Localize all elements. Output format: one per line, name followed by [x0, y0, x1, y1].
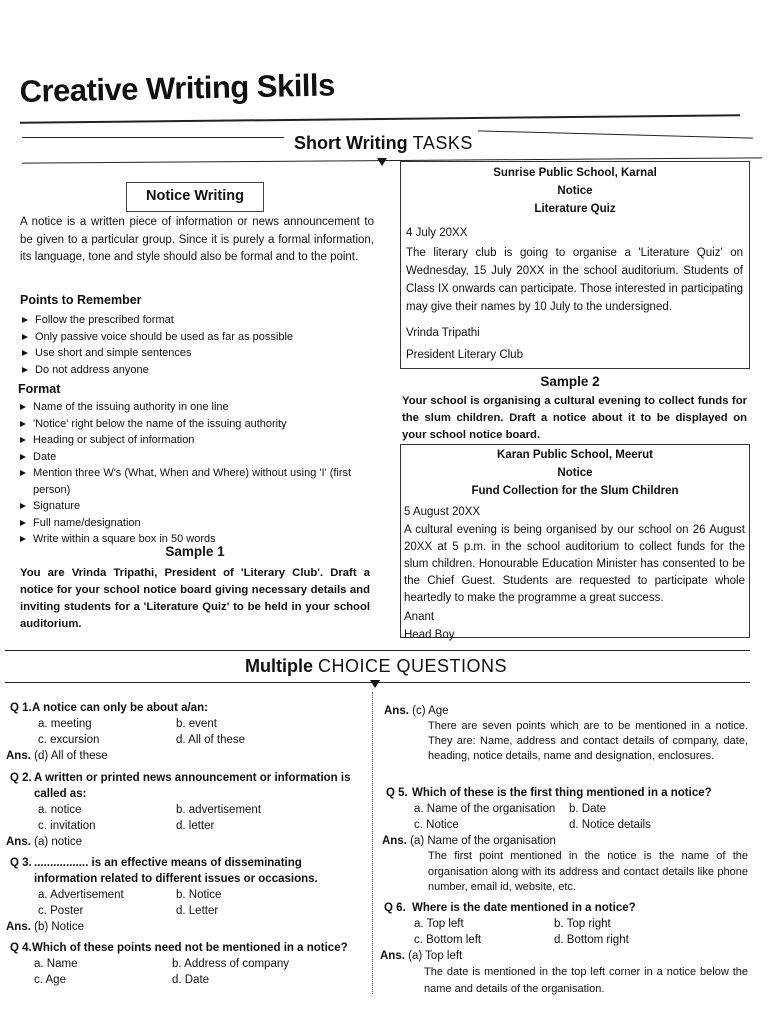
mcq-heading-light: CHOICE QUESTIONS — [318, 656, 508, 676]
notice2-title: Notice — [557, 467, 593, 479]
notice1-date: 4 July 20XX — [406, 227, 468, 239]
q3-text: ................. is an effective means of disseminating information related to different issues or occasions. — [34, 857, 318, 885]
q4-text: Which of these points need not be mentioned in a notice? — [32, 942, 348, 954]
swt-heading-bold: Short Writing — [294, 133, 408, 153]
q1-answer: (d) All of these — [34, 750, 108, 762]
q3-option-a: a. Advertisement — [38, 889, 124, 901]
q4-option-c: c. Age — [34, 974, 66, 986]
notice1-body: The literary club is going to organise a 'Literature Quiz' on Wednesday, 15 July 20XX in the school auditorium. Students of Class IX onwards can participate. Those interested in participating may give their names by 10 July to the undersigned. — [406, 247, 743, 313]
q1-text: A notice can only be about a/an: — [32, 702, 208, 714]
q6-option-d: d. Bottom right — [554, 934, 629, 946]
q4-explanation: There are seven points which are to be mentioned in a notice. They are: Name, address and contact details of company, date, heading, notice details, name and designation, enclosures. — [428, 720, 748, 762]
q1-option-b: b. event — [176, 718, 217, 730]
sample1-text: You are Vrinda Tripathi, President of 'Literary Club'. Draft a notice for your school notice board giving necessary details and inviting students for a 'Literature Quiz' to be held in your school auditorium. — [20, 567, 370, 630]
q5-explanation: The first point mentioned in the notice is the name of the organisation along with its address and contact details like phone number, email id, website, etc. — [428, 850, 748, 893]
notice1-name: Vrinda Tripathi — [406, 327, 480, 339]
mcq-pointer — [370, 680, 380, 688]
q5-answer: (a) Name of the organisation — [410, 835, 556, 847]
mcq-rule-top — [5, 650, 750, 651]
sample2-heading: Sample 2 — [540, 374, 600, 389]
notice-writing-intro: A notice is a written piece of information or news announcement to be given to a particular group. Since it is purely a formal information, its language, tone and style should also be formal and to the point. — [20, 216, 374, 263]
mcq-heading — [245, 656, 507, 677]
q4-option-a: a. Name — [34, 958, 78, 970]
mcq-q5 — [382, 785, 748, 896]
notice1-title: Notice — [557, 185, 593, 197]
q3-option-b: b. Notice — [176, 889, 222, 901]
title-rule — [20, 114, 740, 124]
q5-option-b: b. Date — [569, 803, 607, 815]
q2-number: Q 2. — [10, 772, 32, 784]
mcq-q4-answer — [384, 703, 748, 764]
q3-answer: (b) Notice — [34, 921, 84, 933]
q5-ans-label: Ans. — [382, 835, 407, 847]
q2-text: A written or printed news announcement or information is called as: — [34, 772, 351, 800]
q6-number: Q 6. — [384, 902, 406, 914]
sample1-heading: Sample 1 — [165, 544, 225, 559]
notice2-box — [400, 444, 750, 641]
mcq-q1 — [6, 700, 365, 764]
q5-number: Q 5. — [386, 787, 408, 799]
q2-option-c: c. invitation — [38, 820, 96, 832]
q1-option-a: a. meeting — [38, 718, 92, 730]
list-item: Write within a square box in 50 words — [18, 531, 373, 548]
q5-text: Which of these is the first thing mentioned in a notice? — [412, 787, 712, 799]
q4-ans-label: Ans. — [384, 705, 409, 717]
q3-option-c: c. Poster — [38, 905, 84, 917]
swt-rule-left — [22, 137, 284, 138]
q3-ans-label: Ans. — [6, 921, 31, 933]
points-heading: Points to Remember — [20, 293, 142, 307]
q4-option-d: d. Date — [172, 974, 210, 986]
notice1-school: Sunrise Public School, Karnal — [493, 167, 657, 179]
list-item: Signature — [18, 498, 373, 515]
q3-number: Q 3. — [10, 857, 32, 869]
q1-option-c: c. excursion — [38, 734, 100, 746]
q2-option-a: a. notice — [38, 804, 82, 816]
q6-option-a: a. Top left — [414, 918, 464, 930]
notice2-body: A cultural evening is being organised by our school on 26 August 20XX at 5 p.m. in the school auditorium to collect funds for the slum children. Honourable Education Minister has consented to be the Chief Guest. Students are requested to participate whole heartedly to make the programme a great success. — [404, 524, 745, 604]
q6-explanation: The date is mentioned in the top left corner in a notice below the name and details of the organisation. — [424, 966, 748, 995]
list-item: Mention three W's (What, When and Where) without using 'I' (first person) — [18, 465, 373, 498]
sample2-text: Your school is organising a cultural evening to collect funds for the slum children. Draft a notice about it to be displayed on your school notice board. — [402, 395, 747, 441]
notice-writing-heading: Notice Writing — [145, 188, 244, 204]
q4-answer: (c) Age — [412, 705, 449, 717]
notice2-school: Karan Public School, Meerut — [497, 449, 653, 461]
format-heading: Format — [18, 382, 61, 396]
notice1-subject: Literature Quiz — [534, 203, 616, 215]
notice2-designation: Head Boy — [404, 629, 455, 641]
q4-option-b: b. Address of company — [172, 958, 289, 970]
q2-ans-label: Ans. — [6, 836, 31, 848]
points-list — [20, 312, 370, 378]
q6-option-b: b. Top right — [554, 918, 611, 930]
notice2-name: Anant — [404, 611, 435, 623]
swt-heading-light: TASKS — [412, 133, 473, 153]
q6-ans-label: Ans. — [380, 950, 405, 962]
swt-pointer — [377, 158, 387, 166]
list-item: Only passive voice should be used as far as possible — [20, 329, 370, 346]
swt-rule-right — [478, 130, 753, 138]
q5-option-d: d. Notice details — [569, 819, 651, 831]
q6-option-c: c. Bottom left — [414, 934, 482, 946]
q4-number: Q 4. — [10, 942, 32, 954]
page-title: Creative Writing Skills — [19, 67, 336, 110]
mcq-q3 — [6, 855, 365, 935]
q5-option-a: a. Name of the organisation — [414, 803, 556, 815]
q6-answer: (a) Top left — [408, 950, 463, 962]
format-list — [18, 399, 373, 548]
notice2-subject: Fund Collection for the Slum Children — [471, 485, 679, 497]
list-item: Heading or subject of information — [18, 432, 373, 449]
mcq-q4 — [10, 940, 370, 988]
list-item: Name of the issuing authority in one line — [18, 399, 373, 416]
q3-option-d: d. Letter — [176, 905, 219, 917]
mcq-heading-bold: Multiple — [245, 656, 313, 676]
q1-number: Q 1. — [10, 702, 32, 714]
list-item: Date — [18, 449, 373, 466]
q5-option-c: c. Notice — [414, 819, 459, 831]
swt-heading — [294, 133, 473, 154]
notice2-date: 5 August 20XX — [404, 506, 481, 518]
list-item: Follow the prescribed format — [20, 312, 370, 329]
list-item: Full name/designation — [18, 515, 373, 532]
q2-answer: (a) notice — [34, 836, 83, 848]
list-item: Do not address anyone — [20, 362, 370, 379]
notice1-box — [400, 161, 750, 369]
q1-option-d: d. All of these — [176, 734, 246, 746]
mcq-q6 — [380, 900, 748, 998]
q2-option-b: b. advertisement — [176, 804, 262, 816]
mcq-column-divider — [372, 692, 373, 994]
list-item: 'Notice' right below the name of the issuing authority — [18, 416, 373, 433]
notice-writing-box — [126, 182, 264, 212]
q1-ans-label: Ans. — [6, 750, 31, 762]
notice1-designation: President Literary Club — [406, 349, 523, 361]
list-item: Use short and simple sentences — [20, 345, 370, 362]
q2-option-d: d. letter — [176, 820, 215, 832]
q6-text: Where is the date mentioned in a notice? — [412, 902, 636, 914]
mcq-q2 — [6, 770, 365, 850]
